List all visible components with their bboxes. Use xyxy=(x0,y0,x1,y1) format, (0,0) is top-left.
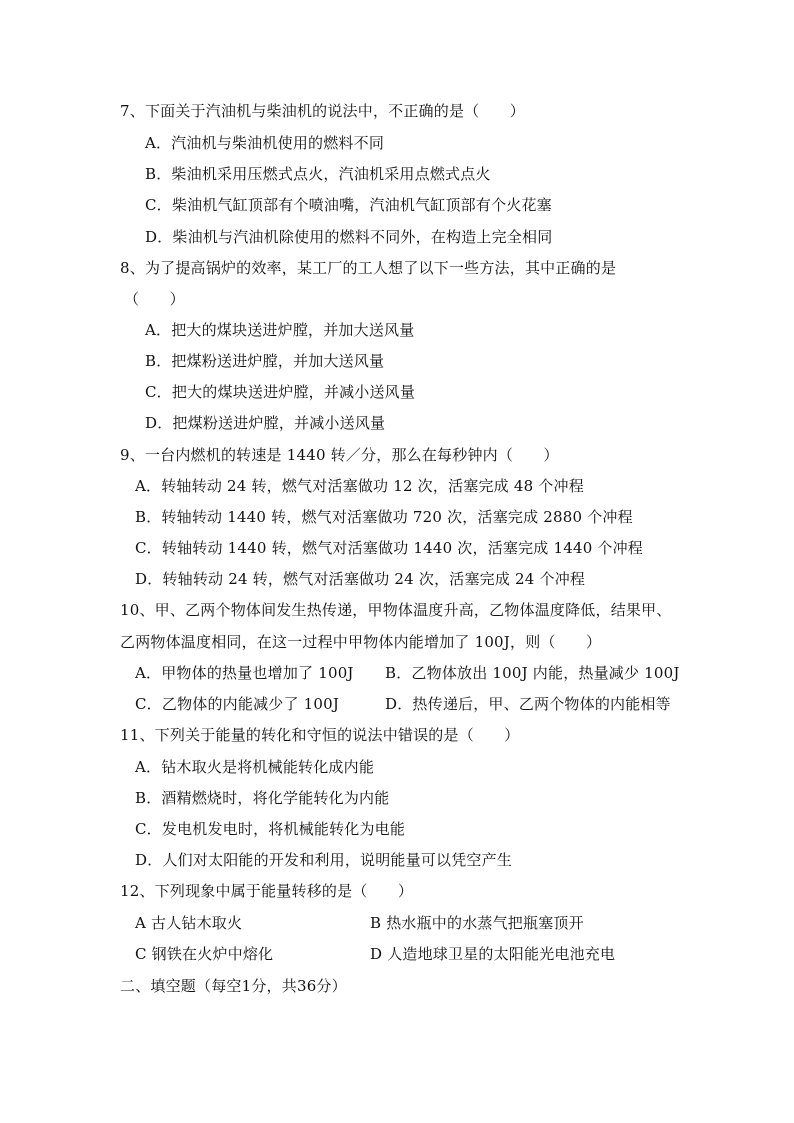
question-7-stem: 7、下面关于汽油机与柴油机的说法中，不正确的是（ ） xyxy=(120,102,525,120)
question-12-option-a: A 古人钻木取火 xyxy=(135,914,243,932)
question-8-stem: 8、为了提高锅炉的效率，某工厂的工人想了以下一些方法，其中正确的是 xyxy=(120,259,617,277)
question-11-option-d: D．人们对太阳能的开发和利用，说明能量可以凭空产生 xyxy=(135,851,513,869)
question-8-stem-continued: （ ） xyxy=(124,290,185,308)
question-9-option-c: C．转轴转动 1440 转，燃气对活塞做功 1440 次，活塞完成 1440 个冲程 xyxy=(135,539,644,557)
question-12-stem: 12、下列现象中属于能量转移的是（ ） xyxy=(120,882,414,900)
question-12-option-c: C 钢铁在火炉中熔化 xyxy=(135,945,274,963)
question-7-option-b: B．柴油机采用压燃式点火，汽油机采用点燃式点火 xyxy=(145,165,491,183)
question-7-option-a: A．汽油机与柴油机使用的燃料不同 xyxy=(145,134,385,152)
question-11-option-c: C．发电机发电时，将机械能转化为电能 xyxy=(135,820,406,838)
question-10-stem-continued: 乙两物体温度相同，在这一过程中甲物体内能增加了 100J，则（ ） xyxy=(120,633,602,651)
question-7-option-c: C．柴油机气缸顶部有个喷油嘴，汽油机气缸顶部有个火花塞 xyxy=(145,196,552,214)
question-11-option-a: A．钻木取火是将机械能转化成内能 xyxy=(135,758,375,776)
question-10-option-b: B．乙物体放出 100J 内能，热量减少 100J xyxy=(385,664,680,682)
question-12-option-d: D 人造地球卫星的太阳能光电池充电 xyxy=(370,945,616,963)
question-8-option-c: C．把大的煤块送进炉膛，并减小送风量 xyxy=(145,383,416,401)
question-9-stem: 9、一台内燃机的转速是 1440 转／分，那么在每秒钟内（ ） xyxy=(120,446,559,464)
question-7-option-d: D．柴油机与汽油机除使用的燃料不同外，在构造上完全相同 xyxy=(145,228,553,246)
question-10-option-c: C．乙物体的内能减少了 100J xyxy=(135,695,340,713)
question-8-option-d: D．把煤粉送进炉膛，并减小送风量 xyxy=(145,414,386,432)
question-11-stem: 11、下列关于能量的转化和守恒的说法中错误的是（ ） xyxy=(120,726,520,744)
section-2-heading: 二、填空题（每空1分，共36分） xyxy=(120,977,347,995)
question-9-option-b: B．转轴转动 1440 转，燃气对活塞做功 720 次，活塞完成 2880 个冲程 xyxy=(135,508,633,526)
question-9-option-a: A．转轴转动 24 转，燃气对活塞做功 12 次，活塞完成 48 个冲程 xyxy=(135,477,584,495)
question-8-option-a: A．把大的煤块送进炉膛，并加大送风量 xyxy=(145,321,415,339)
question-10-option-a: A．甲物体的热量也增加了 100J xyxy=(135,664,354,682)
question-12-option-b: B 热水瓶中的水蒸气把瓶塞顶开 xyxy=(370,914,584,932)
question-8-option-b: B．把煤粉送进炉膛，并加大送风量 xyxy=(145,352,385,370)
question-10-stem: 10、甲、乙两个物体间发生热传递，甲物体温度升高，乙物体温度降低，结果甲、 xyxy=(120,601,672,619)
question-10-option-d: D．热传递后，甲、乙两个物体的内能相等 xyxy=(385,695,671,713)
question-9-option-d: D．转轴转动 24 转，燃气对活塞做功 24 次，活塞完成 24 个冲程 xyxy=(135,570,586,588)
question-11-option-b: B．酒精燃烧时，将化学能转化为内能 xyxy=(135,789,390,807)
